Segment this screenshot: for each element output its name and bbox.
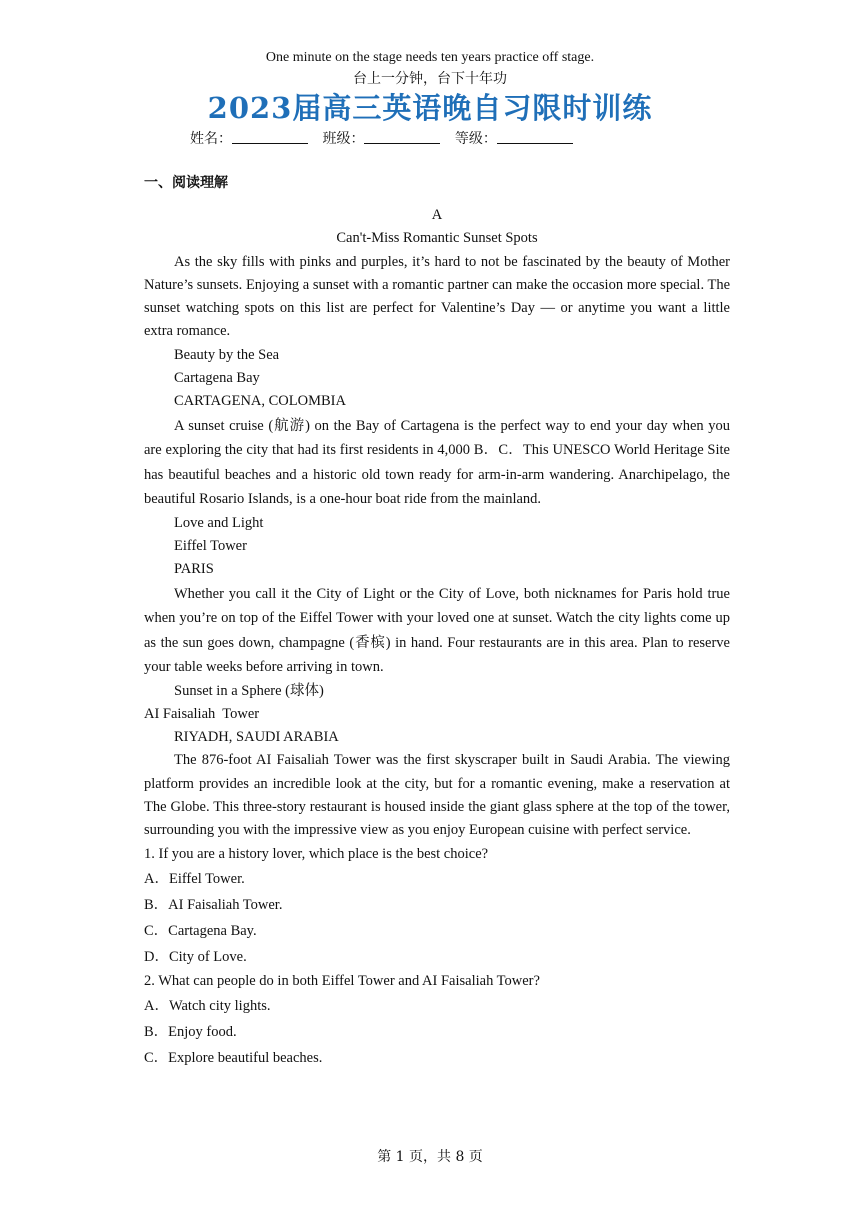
option-c[interactable]: C．Explore beautiful beaches. xyxy=(144,1050,323,1067)
motto-english: One minute on the stage needs ten years practice off stage. xyxy=(265,50,595,65)
question-1 xyxy=(144,843,730,970)
spot-1-place: CARTAGENA, COLOMBIA xyxy=(174,393,346,410)
spot-1-paragraph: A sunset cruise (航游) on the Bay of Cartagena is the perfect way to end your day when you are exploring the city that had its first residents in 4,000 B．C．This UNESCO World Heritage Site has beautiful beaches and a historic old town ready for arm-in-arm wandering. Anarchipelago, the beautiful Rosario Islands, is a one-hour boat ride from the mainland. xyxy=(144,417,730,508)
spot-3-place: RIYADH, SAUDI ARABIA xyxy=(174,729,339,746)
section-heading: 一、阅读理解 xyxy=(144,175,228,191)
spot-2-heading: Love and Light xyxy=(174,514,264,531)
spot-2-name: Eiffel Tower xyxy=(174,537,247,554)
passage-body xyxy=(144,204,730,1071)
option-b[interactable]: B．AI Faisaliah Tower. xyxy=(144,896,283,913)
grade-label: 等级： xyxy=(454,131,497,147)
passage-title: Can't-Miss Romantic Sunset Spots xyxy=(336,230,538,247)
option-d[interactable]: D．City of Love. xyxy=(144,948,247,965)
class-label: 班级： xyxy=(322,131,365,147)
passage-letter: A xyxy=(431,207,443,223)
page-title: 2023届高三英语晚自习限时训练 xyxy=(207,91,653,125)
option-c[interactable]: C．Cartagena Bay. xyxy=(144,922,257,939)
spot-3-name: AI Faisaliah Tower xyxy=(144,705,260,722)
name-blank[interactable] xyxy=(232,131,308,144)
intro-paragraph: As the sky fills with pinks and purples, it’s hard to not be fascinated by the beauty of Mother Nature’s sunsets. Enjoying a sunset with a romantic partner can make the occasion more special. The sunset watching spots on this list are perfect for Valentine’s Day — or anytime you want a little extra romance. xyxy=(144,253,730,340)
spot-2-place: PARIS xyxy=(174,561,214,578)
question-stem: 1. If you are a history lover, which place is the best choice? xyxy=(144,845,489,862)
student-info-line xyxy=(190,128,583,148)
spot-1-heading: Beauty by the Sea xyxy=(174,346,280,363)
option-a[interactable]: A．Eiffel Tower. xyxy=(144,870,245,887)
class-blank[interactable] xyxy=(364,131,440,144)
spot-1-name: Cartagena Bay xyxy=(174,370,260,387)
name-label: 姓名： xyxy=(190,131,232,147)
option-a[interactable]: A．Watch city lights. xyxy=(144,998,271,1015)
spot-3-heading: Sunset in a Sphere (球体) xyxy=(174,682,324,699)
motto-chinese: 台上一分钟，台下十年功 xyxy=(353,72,507,87)
spot-2-paragraph: Whether you call it the City of Light or the City of Love, both nicknames for Paris hold true when you’re on top of the Eiffel Tower with your loved one at sunset. Watch the city lights come up as the sun goes down, champagne (香槟) in hand. Four restaurants are in this area. Plan to reserve your table weeks before arriving in town. xyxy=(144,585,730,676)
spot-3-paragraph: The 876-foot AI Faisaliah Tower was the first skyscraper built in Saudi Arabia. The viewing platform provides an incredible look at the city, but for a romantic evening, make a reservation at The Globe. This three-story restaurant is housed inside the giant glass sphere at the top of the tower, surrounding you with the impressive view as you enjoy European cuisine with perfect service. xyxy=(144,752,730,839)
question-2 xyxy=(144,970,730,1071)
question-stem: 2. What can people do in both Eiffel Tower and AI Faisaliah Tower? xyxy=(144,972,540,989)
option-b[interactable]: B．Enjoy food. xyxy=(144,1024,237,1041)
page-footer: 第 1 页，共 8 页 xyxy=(377,1149,483,1165)
grade-blank[interactable] xyxy=(497,131,573,144)
